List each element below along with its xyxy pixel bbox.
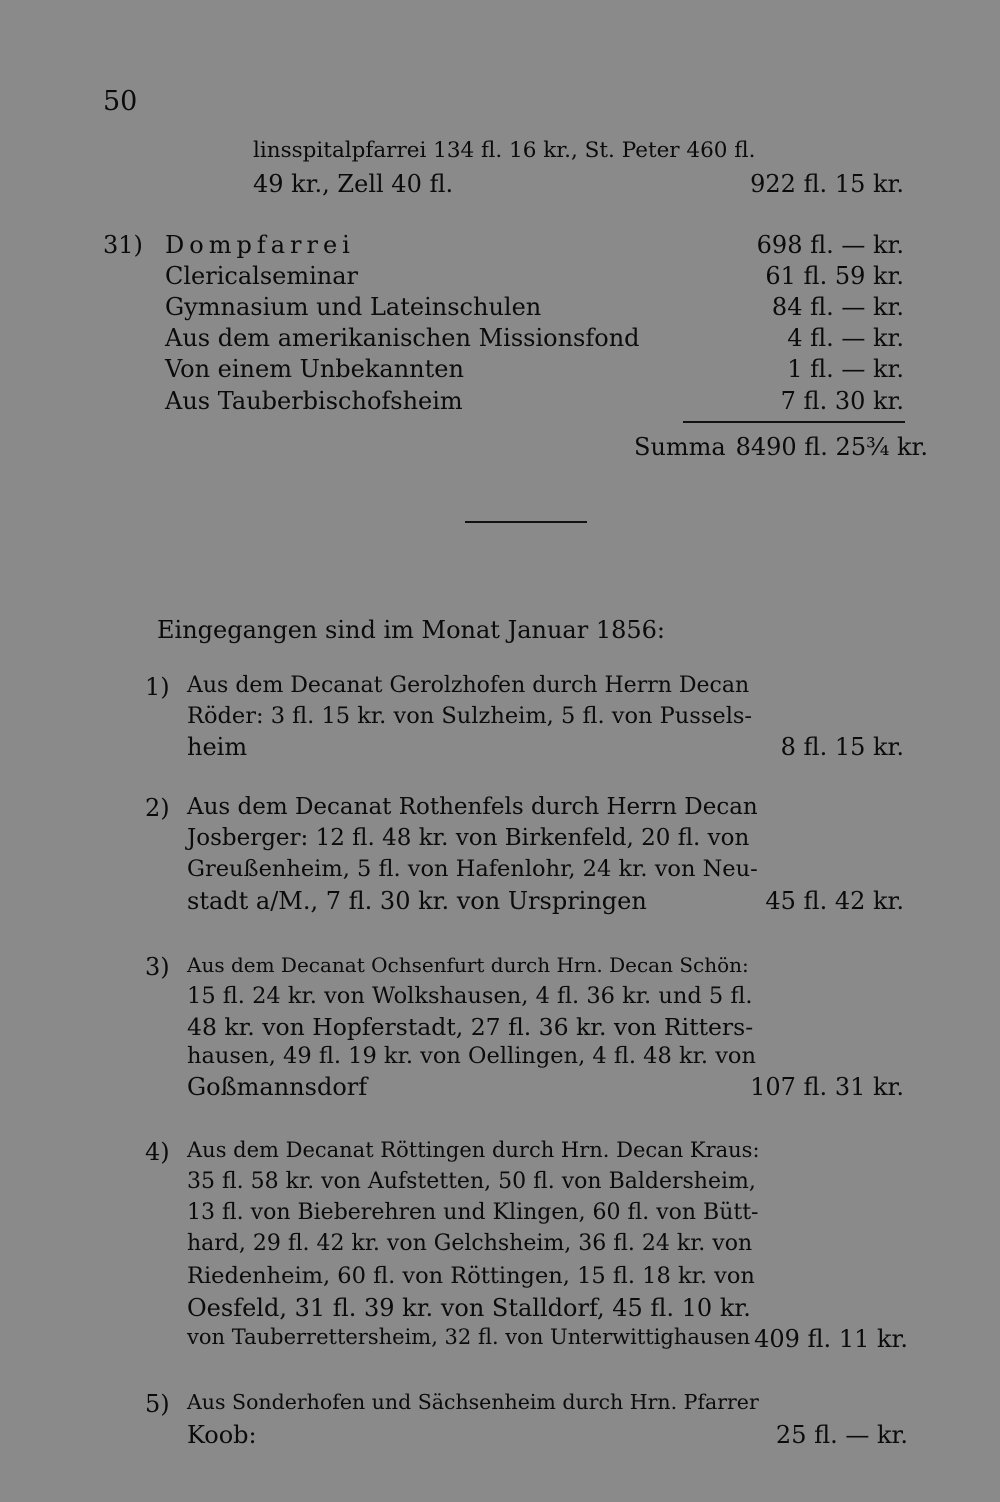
item-amount: 45 fl. 42 kr. (765, 887, 904, 915)
item-number: 4) (145, 1138, 170, 1166)
item-amount: 107 fl. 31 kr. (750, 1073, 904, 1101)
item-line: Goßmannsdorf (187, 1073, 368, 1101)
item-line: Aus dem Decanat Ochsenfurt durch Hrn. Decan Schön: (187, 953, 749, 977)
item-line: 13 fl. von Bieberehren und Klingen, 60 fl. von Bütt- (187, 1200, 759, 1225)
sum-amount: 8490 fl. 25¾ kr. (735, 433, 928, 461)
item-number: 1) (145, 673, 170, 701)
item-amount: 409 fl. 11 kr. (754, 1325, 908, 1353)
entry-label: Dompfarrei (165, 231, 355, 259)
entry-label: Gymnasium und Lateinschulen (165, 293, 542, 321)
item-number: 2) (145, 794, 170, 822)
heading: Eingegangen sind im Monat Januar 1856: (157, 616, 665, 644)
item-line: 35 fl. 58 kr. von Aufstetten, 50 fl. von Baldersheim, (187, 1169, 756, 1194)
item-amount: 25 fl. — kr. (775, 1421, 908, 1449)
item-line: Greußenheim, 5 fl. von Hafenlohr, 24 kr. von Neu- (187, 856, 758, 882)
section-31-number: 31) (103, 231, 143, 259)
entry-label: Clericalseminar (165, 262, 359, 290)
item-number: 5) (145, 1390, 170, 1418)
item-line: 15 fl. 24 kr. von Wolkshausen, 4 fl. 36 kr. und 5 fl. (187, 983, 753, 1009)
carryover-line-2: 49 kr., Zell 40 fl. (253, 170, 454, 198)
item-amount: 8 fl. 15 kr. (780, 733, 904, 761)
entry-amount: 4 fl. — kr. (787, 324, 904, 352)
entry-label: Aus dem amerikanischen Missionsfond (165, 324, 640, 352)
carryover-line-1: linsspitalpfarrei 134 fl. 16 kr., St. Peter 460 fl. (253, 138, 756, 163)
item-line: Riedenheim, 60 fl. von Röttingen, 15 fl. 18 kr. von (187, 1263, 755, 1289)
item-line: Josberger: 12 fl. 48 kr. von Birkenfeld, 20 fl. von (187, 825, 750, 851)
item-line: Aus dem Decanat Röttingen durch Hrn. Decan Kraus: (187, 1138, 760, 1162)
item-line: Aus Sonderhofen und Sächsenheim durch Hrn. Pfarrer (187, 1390, 759, 1414)
entry-label: Aus Tauberbischofsheim (165, 387, 463, 415)
page-number: 50 (103, 86, 138, 117)
item-line: Röder: 3 fl. 15 kr. von Sulzheim, 5 fl. von Pussels- (187, 703, 753, 729)
entry-amount: 7 fl. 30 kr. (780, 387, 904, 415)
entry-amount: 61 fl. 59 kr. (765, 262, 904, 290)
item-line: hausen, 49 fl. 19 kr. von Oellingen, 4 fl. 48 kr. von (187, 1043, 756, 1069)
item-line: stadt a/M., 7 fl. 30 kr. von Urspringen (187, 887, 647, 915)
item-line: Aus dem Decanat Rothenfels durch Herrn Decan (187, 794, 758, 820)
entry-amount: 1 fl. — kr. (787, 355, 904, 383)
item-line: 48 kr. von Hopferstadt, 27 fl. 36 kr. von Ritters- (187, 1013, 754, 1041)
sum-label: Summa (634, 433, 726, 461)
sum-rule (683, 421, 905, 423)
entry-label: Von einem Unbekannten (165, 355, 464, 383)
item-line: hard, 29 fl. 42 kr. von Gelchsheim, 36 fl. 24 kr. von (187, 1231, 753, 1256)
item-number: 3) (145, 953, 170, 981)
entry-amount: 698 fl. — kr. (756, 231, 904, 259)
item-line: Oesfeld, 31 fl. 39 kr. von Stalldorf, 45 fl. 10 kr. (187, 1294, 751, 1322)
entry-amount: 84 fl. — kr. (771, 293, 904, 321)
item-line: Aus dem Decanat Gerolzhofen durch Herrn Decan (187, 673, 750, 698)
item-line: von Tauberrettersheim, 32 fl. von Unterwittighausen (187, 1325, 751, 1349)
item-line: Koob: (187, 1421, 257, 1449)
section-divider (465, 521, 587, 523)
item-line: heim (187, 733, 248, 761)
carryover-amount: 922 fl. 15 kr. (750, 170, 904, 198)
